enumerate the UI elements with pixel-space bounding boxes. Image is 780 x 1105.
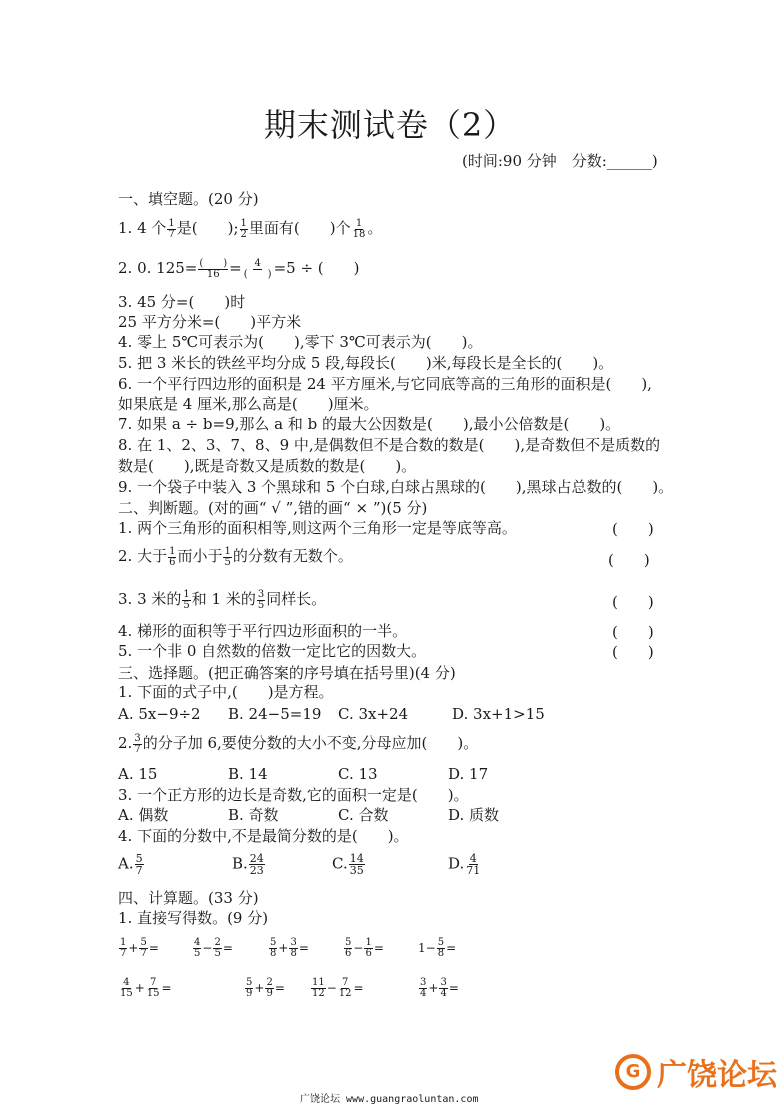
denominator: 7 bbox=[134, 743, 141, 755]
s3-q3-option-d: D. 质数 bbox=[448, 806, 500, 824]
denominator: 2 bbox=[240, 228, 247, 240]
s1-q3b: 25 平方分米=( )平方米 bbox=[118, 313, 302, 331]
numerator: 5 bbox=[345, 937, 352, 948]
numerator: 1 bbox=[365, 937, 372, 948]
s1-q1-text-c: 里面有( )个 bbox=[248, 219, 351, 237]
numerator: 1 bbox=[355, 217, 363, 229]
s3-q3-option-a: A. 偶数 bbox=[118, 806, 169, 824]
fraction bbox=[437, 938, 445, 959]
numerator: 4 bbox=[254, 257, 261, 269]
numerator: ( ) bbox=[199, 257, 228, 269]
numerator: 3 bbox=[134, 732, 141, 744]
section-1-heading: 一、填空题。(20 分) bbox=[118, 190, 259, 208]
numerator: 5 bbox=[270, 937, 277, 948]
numerator: 2 bbox=[214, 937, 221, 948]
s1-q8a: 8. 在 1、2、3、7、8、9 中,是偶数但不是合数的数是( ),是奇数但不是质数的 bbox=[118, 436, 661, 454]
fraction bbox=[349, 853, 365, 876]
calc-equals: = bbox=[148, 941, 159, 955]
denominator: 35 bbox=[349, 864, 364, 877]
answer-paren: ( ) bbox=[612, 593, 654, 611]
calc-operator: + bbox=[254, 981, 265, 995]
s1-q1-text-a: 1. 4 个 bbox=[118, 219, 167, 237]
calc-equals: = bbox=[446, 941, 457, 955]
numerator: 3 bbox=[440, 977, 447, 988]
answer-paren: ( ) bbox=[612, 623, 654, 641]
denominator: 9 bbox=[246, 988, 253, 999]
calc-expression bbox=[418, 938, 456, 959]
s2-q3 bbox=[118, 589, 326, 611]
calc-expression bbox=[192, 938, 233, 959]
calc-expression bbox=[244, 978, 285, 999]
s3-q2-text-b: 的分子加 6,要使分数的大小不变,分母应加( )。 bbox=[142, 734, 479, 752]
s1-q6a: 6. 一个平行四边形的面积是 24 平方厘米,与它同底等高的三角形的面积是( ), bbox=[118, 375, 652, 393]
fraction bbox=[240, 219, 248, 240]
s1-q7: 7. 如果 a ÷ b=9,那么 a 和 b 的最大公因数是( ),最小公倍数是( )。 bbox=[118, 415, 621, 433]
s3-q4-option-d bbox=[448, 853, 482, 876]
brand-logo bbox=[615, 1050, 777, 1094]
s3-q3-option-c: C. 合数 bbox=[338, 806, 389, 824]
calc-operator: − bbox=[353, 941, 364, 955]
numerator: 7 bbox=[149, 977, 157, 988]
fraction bbox=[243, 259, 273, 280]
fraction bbox=[245, 978, 253, 999]
calc-expression bbox=[310, 978, 364, 999]
fraction bbox=[269, 938, 277, 959]
s1-q1-text-b: 是( ); bbox=[176, 219, 239, 237]
s3-q1-option-b: B. 24−5=19 bbox=[228, 705, 322, 723]
s2-q2-text-a: 2. 大于 bbox=[118, 547, 168, 565]
s2-q4: 4. 梯形的面积等于平行四边形面积的一半。 bbox=[118, 622, 408, 640]
fraction bbox=[213, 938, 221, 959]
s1-q5: 5. 把 3 米长的铁丝平均分成 5 段,每段长( )米,每段长是全长的( )。 bbox=[118, 354, 614, 372]
numerator: 24 bbox=[249, 852, 264, 865]
calc-equals: = bbox=[353, 981, 364, 995]
numerator: 3 bbox=[420, 977, 427, 988]
calc-prefix: 1− bbox=[418, 941, 436, 955]
fraction bbox=[352, 219, 367, 240]
calc-equals: = bbox=[222, 941, 233, 955]
denominator: 8 bbox=[270, 948, 277, 959]
denominator: 18 bbox=[352, 228, 366, 240]
denominator: 15 bbox=[146, 988, 160, 999]
fraction bbox=[419, 978, 427, 999]
s3-q2-option-c: C. 13 bbox=[338, 765, 378, 783]
denominator: 5 bbox=[214, 948, 221, 959]
denominator: 8 bbox=[290, 948, 297, 959]
numerator: 1 bbox=[183, 588, 190, 600]
s3-q4-option-a bbox=[118, 853, 145, 876]
calc-operator: + bbox=[278, 941, 289, 955]
numerator: 4 bbox=[123, 977, 130, 988]
denominator: 15 bbox=[120, 988, 133, 999]
s1-q2 bbox=[118, 258, 359, 280]
denominator: 5 bbox=[224, 556, 231, 568]
answer-paren: ( ) bbox=[608, 551, 650, 569]
calc-operator: − bbox=[202, 941, 213, 955]
s2-q1: 1. 两个三角形的面积相等,则这两个三角形一定是等底等高。 bbox=[118, 519, 517, 537]
denominator: 6 bbox=[345, 948, 352, 959]
fraction bbox=[119, 938, 127, 959]
denominator: 6 bbox=[365, 948, 372, 959]
fraction bbox=[182, 590, 190, 611]
s1-q6b: 如果底是 4 厘米,那么高是( )厘米。 bbox=[118, 395, 379, 413]
s3-q1-option-c: C. 3x+24 bbox=[338, 705, 409, 723]
denominator: 5 bbox=[194, 948, 201, 959]
option-letter: B. bbox=[232, 854, 248, 873]
s1-q2-text-a: 2. 0. 125= bbox=[118, 259, 198, 277]
fraction bbox=[465, 853, 481, 876]
numerator: 2 bbox=[266, 977, 273, 988]
calc-expression bbox=[118, 938, 159, 959]
s3-q4-option-c bbox=[332, 853, 366, 876]
fraction bbox=[439, 978, 447, 999]
fraction bbox=[135, 853, 144, 876]
denominator: 7 bbox=[168, 228, 175, 240]
fraction bbox=[289, 938, 297, 959]
s1-q2-text-c: =5 ÷ ( ) bbox=[273, 259, 360, 277]
numerator: 1 bbox=[168, 217, 175, 229]
s1-q2-text-b: = bbox=[229, 259, 242, 277]
fraction bbox=[223, 547, 231, 568]
s3-q2-option-d: D. 17 bbox=[448, 765, 489, 783]
denominator: 7 bbox=[140, 948, 147, 959]
footer-url: www.guangraoluntan.com bbox=[346, 1094, 479, 1105]
s4-sub1: 1. 直接写得数。(9 分) bbox=[118, 909, 269, 927]
fraction bbox=[311, 978, 326, 999]
denominator: 4 bbox=[440, 988, 447, 999]
s3-q2-option-a: A. 15 bbox=[118, 765, 158, 783]
s2-q2 bbox=[118, 546, 353, 568]
s1-q1 bbox=[118, 218, 382, 240]
brand-name: 广饶论坛 bbox=[657, 1058, 777, 1093]
denominator: 9 bbox=[266, 988, 273, 999]
s3-q1-option-a: A. 5x−9÷2 bbox=[118, 705, 201, 723]
numerator: 5 bbox=[246, 977, 253, 988]
s1-q8b: 数是( ),既是奇数又是质数的数是( )。 bbox=[118, 457, 417, 475]
calc-expression bbox=[343, 938, 384, 959]
calc-equals: = bbox=[274, 981, 285, 995]
fraction bbox=[167, 219, 175, 240]
calc-equals: = bbox=[448, 981, 459, 995]
s2-q3-text-c: 同样长。 bbox=[266, 590, 327, 608]
denominator: 5 bbox=[257, 599, 265, 611]
denominator: 7 bbox=[135, 864, 143, 877]
denominator: 12 bbox=[338, 988, 352, 999]
s3-q4: 4. 下面的分数中,不是最简分数的是( )。 bbox=[118, 827, 409, 845]
numerator: 5 bbox=[135, 852, 143, 865]
s3-q1-option-d: D. 3x+1>15 bbox=[452, 705, 545, 723]
denominator: 6 bbox=[169, 556, 176, 568]
s1-q3a: 3. 45 分=( )时 bbox=[118, 293, 246, 311]
numerator: 1 bbox=[120, 937, 127, 948]
fraction bbox=[119, 978, 134, 999]
s2-q5: 5. 一个非 0 自然数的倍数一定比它的因数大。 bbox=[118, 642, 427, 660]
g-logo-icon: G bbox=[615, 1054, 651, 1090]
fraction bbox=[133, 734, 141, 755]
denominator: 4 bbox=[420, 988, 427, 999]
s3-q2-text-a: 2. bbox=[118, 734, 133, 752]
s3-q3-option-b: B. 奇数 bbox=[228, 806, 279, 824]
calc-operator: + bbox=[428, 981, 439, 995]
answer-paren: ( ) bbox=[612, 520, 654, 538]
option-letter: A. bbox=[118, 854, 134, 873]
fraction bbox=[139, 938, 147, 959]
s1-q4: 4. 零上 5℃可表示为( ),零下 3℃可表示为( )。 bbox=[118, 333, 483, 351]
numerator: 1 bbox=[240, 217, 247, 229]
calc-equals: = bbox=[161, 981, 172, 995]
fraction bbox=[198, 259, 228, 280]
numerator: 4 bbox=[469, 852, 477, 865]
numerator: 3 bbox=[290, 937, 297, 948]
denominator: 8 bbox=[437, 948, 445, 959]
fraction bbox=[168, 547, 176, 568]
option-letter: D. bbox=[448, 854, 465, 873]
page-title: 期末测试卷（2） bbox=[263, 106, 517, 144]
calc-equals: = bbox=[298, 941, 309, 955]
denominator: 23 bbox=[249, 864, 264, 877]
denominator: 5 bbox=[183, 599, 190, 611]
fraction bbox=[146, 978, 161, 999]
fraction bbox=[249, 853, 265, 876]
calc-equals: = bbox=[373, 941, 384, 955]
section-3-heading: 三、选择题。(把正确答案的序号填在括号里)(4 分) bbox=[118, 664, 456, 682]
section-4-heading: 四、计算题。(33 分) bbox=[118, 889, 259, 907]
calc-operator: + bbox=[128, 941, 139, 955]
s3-q3: 3. 一个正方形的边长是奇数,它的面积一定是( )。 bbox=[118, 786, 469, 804]
s2-q2-text-b: 而小于 bbox=[177, 547, 223, 565]
numerator: 14 bbox=[349, 852, 364, 865]
calc-expression bbox=[118, 978, 172, 999]
s3-q1: 1. 下面的式子中,( )是方程。 bbox=[118, 683, 334, 701]
option-letter: C. bbox=[332, 854, 348, 873]
calc-operator: − bbox=[326, 981, 337, 995]
s3-q4-option-b bbox=[232, 853, 266, 876]
denominator: 71 bbox=[466, 864, 481, 877]
numerator: 7 bbox=[341, 977, 349, 988]
s2-q3-text-b: 和 1 米的 bbox=[191, 590, 256, 608]
denominator: 12 bbox=[312, 988, 325, 999]
denominator: 7 bbox=[120, 948, 127, 959]
calc-expression bbox=[418, 978, 459, 999]
numerator: 1 bbox=[224, 545, 231, 557]
s3-q2-option-b: B. 14 bbox=[228, 765, 268, 783]
section-2-heading: 二、判断题。(对的画“ √ ”,错的画“ × ”)(5 分) bbox=[118, 499, 428, 517]
fraction bbox=[257, 590, 265, 611]
s2-q2-text-c: 的分数有无数个。 bbox=[232, 547, 353, 565]
numerator: 5 bbox=[140, 937, 147, 948]
fraction bbox=[344, 938, 352, 959]
fraction bbox=[364, 938, 372, 959]
denominator: 16 bbox=[206, 268, 220, 280]
numerator: 5 bbox=[437, 937, 445, 948]
answer-paren: ( ) bbox=[612, 643, 654, 661]
fraction bbox=[193, 938, 201, 959]
numerator: 3 bbox=[257, 588, 265, 600]
denominator: ( ) bbox=[243, 268, 272, 280]
s1-q9: 9. 一个袋子中装入 3 个黑球和 5 个白球,白球占黑球的( ),黑球占总数的( )。 bbox=[118, 478, 674, 496]
numerator: 1 bbox=[169, 545, 176, 557]
fraction bbox=[338, 978, 353, 999]
numerator: 11 bbox=[312, 977, 325, 988]
numerator: 4 bbox=[194, 937, 201, 948]
calc-expression bbox=[268, 938, 309, 959]
s2-q3-text-a: 3. 3 米的 bbox=[118, 590, 182, 608]
s1-q1-text-d: 。 bbox=[367, 219, 383, 237]
s3-q2 bbox=[118, 733, 478, 755]
fraction bbox=[265, 978, 273, 999]
time-score-info: (时间:90 分钟 分数:______) bbox=[462, 152, 658, 170]
footer-site-name: 广饶论坛 bbox=[300, 1094, 340, 1105]
calc-operator: + bbox=[134, 981, 145, 995]
